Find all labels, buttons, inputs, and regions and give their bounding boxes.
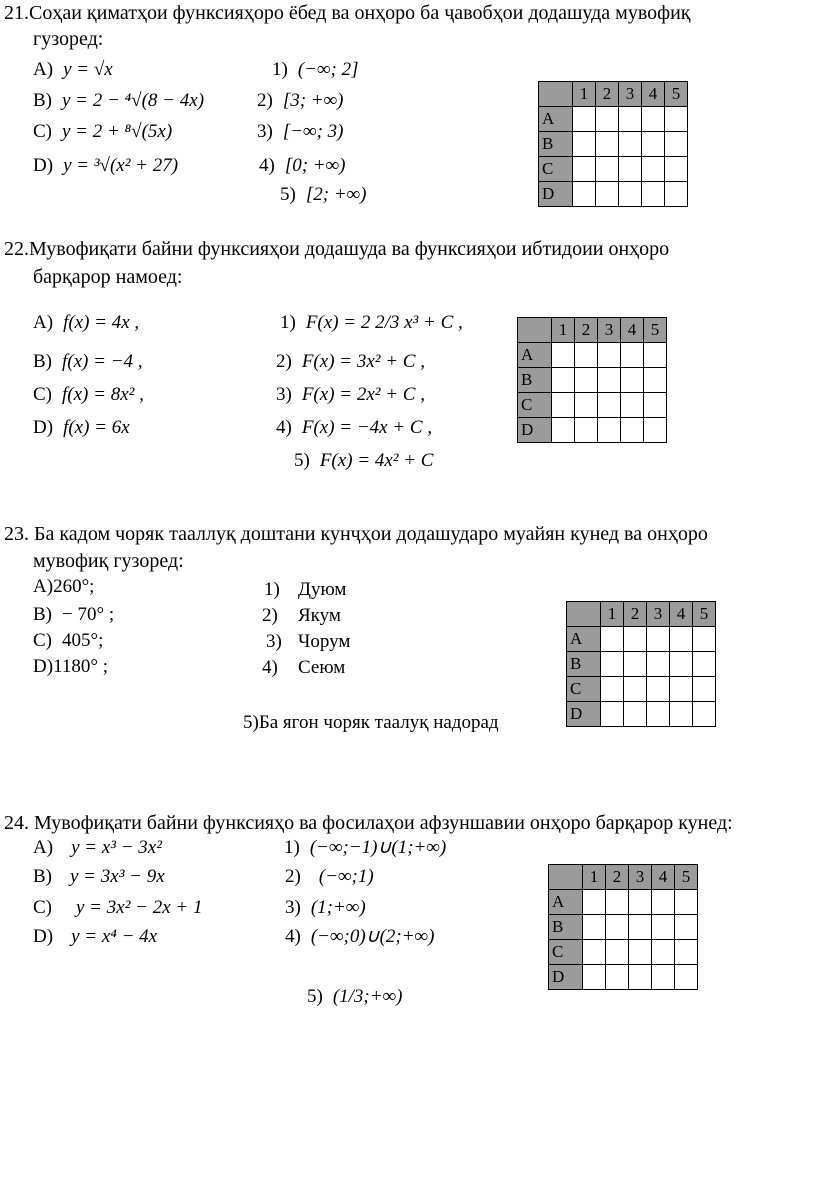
grid-cell[interactable] — [693, 652, 716, 677]
grid-cell[interactable] — [642, 182, 665, 207]
grid-cell[interactable] — [573, 107, 596, 132]
q21-answer-2: 2) [3; +∞) — [257, 90, 344, 111]
grid-cell[interactable] — [647, 677, 670, 702]
grid-row-header: D — [539, 182, 573, 207]
grid-col-header: 1 — [552, 318, 575, 343]
grid-cell[interactable] — [552, 343, 575, 368]
grid-row-header: C — [549, 940, 583, 965]
grid-row-header: A — [549, 890, 583, 915]
grid-corner — [549, 865, 583, 890]
grid-cell[interactable] — [621, 393, 644, 418]
grid-cell[interactable] — [606, 890, 629, 915]
grid-cell[interactable] — [619, 107, 642, 132]
grid-col-header: 4 — [652, 865, 675, 890]
grid-col-header: 3 — [629, 865, 652, 890]
grid-col-header: 3 — [647, 602, 670, 627]
grid-col-header: 2 — [575, 318, 598, 343]
grid-row-header: A — [518, 343, 552, 368]
grid-cell[interactable] — [665, 182, 688, 207]
grid-col-header: 4 — [642, 82, 665, 107]
q22-option-b: B) f(x) = −4 , — [33, 351, 143, 372]
grid-cell[interactable] — [670, 652, 693, 677]
q23-option-d: D)1180° ; — [33, 656, 108, 677]
q24-answer-1: 1) (−∞;−1)∪(1;+∞) — [284, 837, 447, 858]
grid-col-header: 1 — [583, 865, 606, 890]
grid-cell[interactable] — [624, 677, 647, 702]
q21-option-a: A) y = √x — [33, 59, 113, 80]
grid-cell[interactable] — [552, 368, 575, 393]
grid-cell[interactable] — [598, 343, 621, 368]
grid-cell[interactable] — [652, 915, 675, 940]
grid-cell[interactable] — [624, 652, 647, 677]
grid-cell[interactable] — [601, 677, 624, 702]
grid-cell[interactable] — [619, 157, 642, 182]
grid-cell[interactable] — [573, 132, 596, 157]
grid-cell[interactable] — [647, 652, 670, 677]
grid-cell[interactable] — [644, 418, 667, 443]
grid-cell[interactable] — [665, 132, 688, 157]
q22-heading-line1: 22.Мувофиқати байни функсияҳои додашуда ва функсияҳои ибтидоии онҳоро — [4, 238, 670, 260]
grid-row-header: D — [518, 418, 552, 443]
q21-option-d: D) y = ³√(x² + 27) — [33, 155, 179, 176]
grid-col-header: 3 — [598, 318, 621, 343]
grid-cell[interactable] — [598, 393, 621, 418]
grid-cell[interactable] — [652, 890, 675, 915]
q23-option-c: C) 405°; — [33, 630, 104, 651]
grid-cell[interactable] — [675, 915, 698, 940]
grid-cell[interactable] — [629, 940, 652, 965]
grid-row-header: C — [539, 157, 573, 182]
grid-cell[interactable] — [619, 132, 642, 157]
grid-cell[interactable] — [601, 652, 624, 677]
grid-cell[interactable] — [575, 343, 598, 368]
grid-cell[interactable] — [642, 132, 665, 157]
grid-cell[interactable] — [606, 965, 629, 990]
grid-cell[interactable] — [583, 940, 606, 965]
grid-cell[interactable] — [575, 393, 598, 418]
grid-cell[interactable] — [601, 702, 624, 727]
q23-answer-1: 1) Дуюм — [264, 579, 347, 600]
grid-cell[interactable] — [621, 343, 644, 368]
q23-answer-4: 4) Сеюм — [262, 657, 346, 678]
q22-option-d: D) f(x) = 6x — [33, 417, 130, 438]
grid-row-header: B — [518, 368, 552, 393]
grid-cell[interactable] — [642, 157, 665, 182]
grid-cell[interactable] — [596, 107, 619, 132]
grid-col-header: 1 — [601, 602, 624, 627]
grid-row-header: D — [549, 965, 583, 990]
q21-answer-4: 4) [0; +∞) — [259, 155, 346, 176]
grid-cell[interactable] — [598, 368, 621, 393]
grid-row-header: C — [567, 677, 601, 702]
q24-answer-2: 2) (−∞;1) — [285, 866, 374, 887]
grid-cell[interactable] — [596, 157, 619, 182]
grid-col-header: 1 — [573, 82, 596, 107]
grid-cell[interactable] — [665, 157, 688, 182]
grid-cell[interactable] — [624, 627, 647, 652]
q22-heading-line2: барқарор намоед: — [33, 266, 183, 288]
grid-corner — [539, 82, 573, 107]
grid-cell[interactable] — [675, 940, 698, 965]
grid-cell[interactable] — [644, 368, 667, 393]
grid-col-header: 5 — [675, 865, 698, 890]
q22-answer-grid — [517, 317, 667, 443]
grid-cell[interactable] — [652, 965, 675, 990]
grid-row-header: C — [518, 393, 552, 418]
grid-col-header: 2 — [624, 602, 647, 627]
q21-answer-grid — [538, 81, 688, 207]
grid-cell[interactable] — [644, 393, 667, 418]
q24-answer-grid — [548, 864, 698, 990]
grid-col-header: 5 — [644, 318, 667, 343]
q23-heading-line2: мувофиқ гузоред: — [33, 550, 184, 572]
q22-option-a: A) f(x) = 4x , — [33, 312, 140, 333]
grid-col-header: 5 — [693, 602, 716, 627]
grid-cell[interactable] — [624, 702, 647, 727]
grid-cell[interactable] — [693, 627, 716, 652]
q24-option-d: D) y = x⁴ − 4x — [33, 926, 158, 947]
grid-cell[interactable] — [693, 677, 716, 702]
q21-option-c: C) y = 2 + ⁸√(5x) — [33, 121, 173, 142]
grid-cell[interactable] — [573, 157, 596, 182]
grid-col-header: 4 — [621, 318, 644, 343]
grid-cell[interactable] — [629, 965, 652, 990]
q21-heading-line1: 21.Соҳаи қиматҳои функсияҳоро ёбед ва онҳоро ба ҷавобҳои додашуда мувофиқ — [4, 2, 691, 24]
q22-answer-3: 3) F(x) = 2x² + C , — [276, 384, 425, 405]
grid-cell[interactable] — [647, 702, 670, 727]
grid-cell[interactable] — [642, 107, 665, 132]
q24-heading-line1: 24. Мувофиқати байни функсияҳо ва фосилаҳои афзуншавии онҳоро барқарор кунед: — [4, 812, 733, 834]
grid-cell[interactable] — [583, 890, 606, 915]
grid-cell[interactable] — [575, 418, 598, 443]
q21-answer-3: 3) [−∞; 3) — [257, 121, 344, 142]
q24-option-b: B) y = 3x³ − 9x — [33, 866, 165, 887]
grid-col-header: 2 — [606, 865, 629, 890]
grid-row-header: B — [539, 132, 573, 157]
grid-col-header: 5 — [665, 82, 688, 107]
q23-answer-5: 5)Ба ягон чоряк таалуқ надорад — [243, 712, 499, 733]
q21-heading-line2: гузоред: — [33, 28, 104, 50]
grid-cell[interactable] — [647, 627, 670, 652]
q23-answer-2: 2) Якум — [262, 605, 341, 626]
q24-answer-4: 4) (−∞;0)∪(2;+∞) — [285, 926, 435, 947]
grid-cell[interactable] — [629, 890, 652, 915]
grid-cell[interactable] — [601, 627, 624, 652]
grid-cell[interactable] — [575, 368, 598, 393]
q22-option-c: C) f(x) = 8x² , — [33, 384, 144, 405]
q21-answer-1: 1) (−∞; 2] — [272, 59, 359, 80]
grid-cell[interactable] — [619, 182, 642, 207]
q21-answer-5: 5) [2; +∞) — [280, 184, 367, 205]
q22-answer-2: 2) F(x) = 3x² + C , — [276, 351, 425, 372]
grid-col-header: 2 — [596, 82, 619, 107]
grid-cell[interactable] — [606, 940, 629, 965]
grid-cell[interactable] — [644, 343, 667, 368]
q22-answer-4: 4) F(x) = −4x + C , — [276, 417, 433, 438]
q24-option-c: C) y = 3x² − 2x + 1 — [33, 897, 203, 918]
grid-cell[interactable] — [583, 965, 606, 990]
grid-row-header: A — [539, 107, 573, 132]
grid-cell[interactable] — [670, 702, 693, 727]
grid-cell[interactable] — [606, 915, 629, 940]
grid-cell[interactable] — [675, 890, 698, 915]
q24-option-a: A) y = x³ − 3x² — [33, 837, 162, 858]
grid-cell[interactable] — [629, 915, 652, 940]
grid-cell[interactable] — [621, 418, 644, 443]
grid-cell[interactable] — [675, 965, 698, 990]
q23-answer-grid — [566, 601, 716, 727]
grid-row-header: A — [567, 627, 601, 652]
q23-heading-line1: 23. Ба кадом чоряк тааллуқ доштани кунҷҳои додашударо муайян кунед ва онҳоро — [4, 523, 708, 545]
grid-cell[interactable] — [598, 418, 621, 443]
grid-cell[interactable] — [670, 627, 693, 652]
grid-row-header: D — [567, 702, 601, 727]
grid-cell[interactable] — [693, 702, 716, 727]
grid-col-header: 3 — [619, 82, 642, 107]
q22-answer-1: 1) F(x) = 2 2/3 x³ + C , — [280, 312, 463, 333]
grid-cell[interactable] — [552, 418, 575, 443]
grid-cell[interactable] — [596, 182, 619, 207]
q21-option-b: B) y = 2 − ⁴√(8 − 4x) — [33, 90, 205, 111]
q23-answer-3: 3) Чорум — [266, 631, 351, 652]
q23-option-b: B) − 70° ; — [33, 604, 115, 625]
grid-cell[interactable] — [583, 915, 606, 940]
grid-cell[interactable] — [652, 940, 675, 965]
grid-cell[interactable] — [665, 107, 688, 132]
grid-row-header: B — [567, 652, 601, 677]
q24-answer-5: 5) (1/3;+∞) — [307, 986, 403, 1007]
grid-cell[interactable] — [552, 393, 575, 418]
q23-option-a: A)260°; — [33, 576, 95, 597]
q22-answer-5: 5) F(x) = 4x² + C — [294, 450, 434, 471]
grid-col-header: 4 — [670, 602, 693, 627]
grid-cell[interactable] — [621, 368, 644, 393]
grid-cell[interactable] — [596, 132, 619, 157]
grid-corner — [567, 602, 601, 627]
grid-row-header: B — [549, 915, 583, 940]
grid-cell[interactable] — [573, 182, 596, 207]
grid-corner — [518, 318, 552, 343]
q24-answer-3: 3) (1;+∞) — [285, 897, 366, 918]
grid-cell[interactable] — [670, 677, 693, 702]
